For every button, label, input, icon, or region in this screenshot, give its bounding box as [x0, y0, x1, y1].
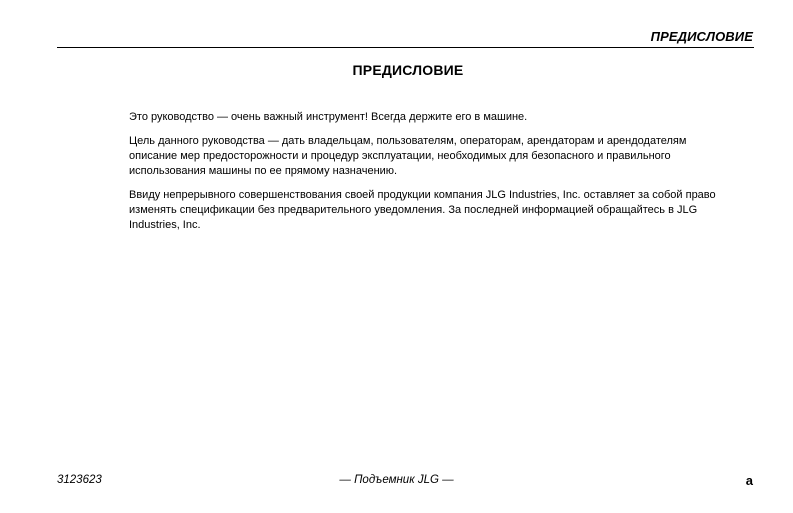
paragraph-3: Ввиду непрерывного совершенствования своей продукции компания JLG Industries, Inc. оставляет за собой право изменять спецификации без предварительного уведомления. За последней информацией обращайтесь в JLG Industries, Inc. — [129, 189, 716, 231]
paragraph-2: Цель данного руководства — дать владельцам, пользователям, операторам, арендаторам и арендодателям описание мер предосторожности и процедур эксплуатации, необходимых для безопасного и правильного использования машины по ее прямому назначению. — [129, 135, 687, 177]
footer-center-text: — Подъемник JLG — — [339, 474, 454, 486]
header-divider — [57, 47, 754, 48]
running-header-title: ПРЕДИСЛОВИЕ — [650, 29, 753, 44]
paragraph-1: Это руководство — очень важный инструмент! Всегда держите его в машине. — [129, 111, 528, 123]
footer-page-label: a — [745, 473, 753, 488]
body-text — [129, 110, 721, 242]
footer-doc-number: 3123623 — [57, 474, 102, 486]
page-title: ПРЕДИСЛОВИЕ — [352, 62, 464, 78]
